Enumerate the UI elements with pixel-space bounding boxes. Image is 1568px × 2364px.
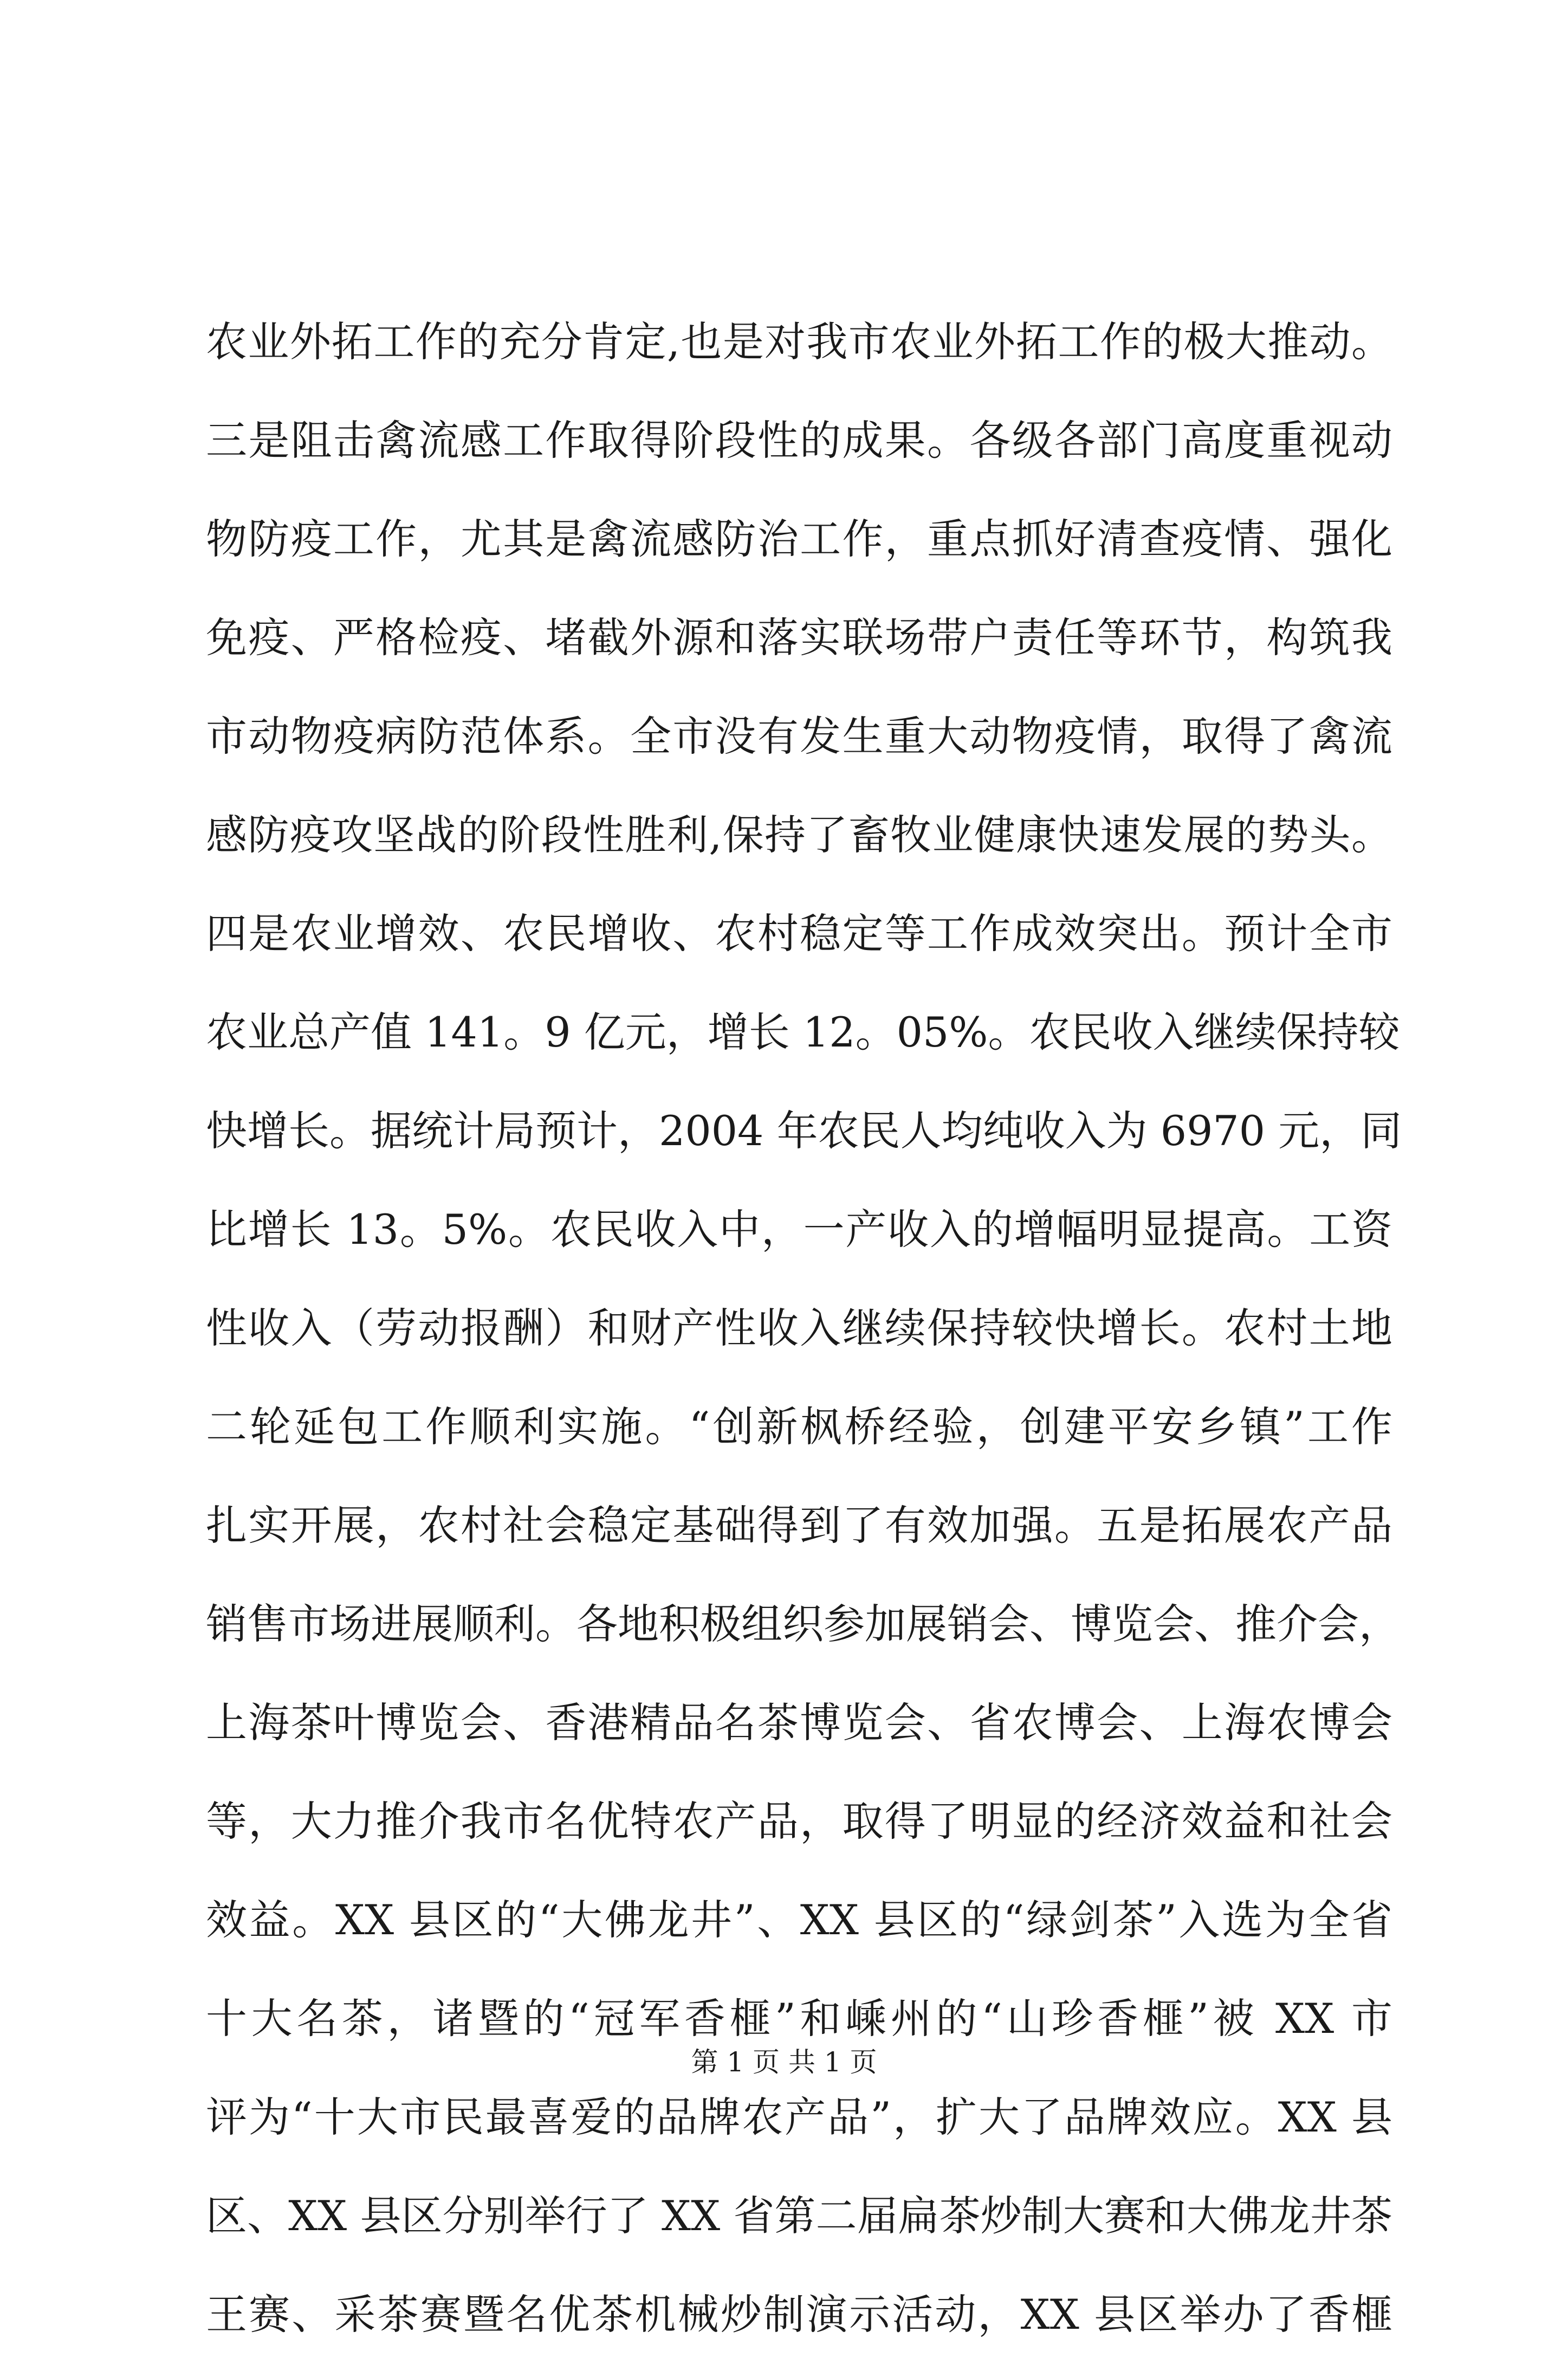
text-line: 区、XX 县区分别举行了 XX 省第二届扁茶炒制大赛和大佛龙井茶	[206, 2192, 1392, 2240]
page-footer	[0, 2040, 1568, 2079]
text-line: 市动物疫病防范体系。全市没有发生重大动物疫情，取得了禽流	[206, 712, 1392, 760]
page-number-label: 第 1 页 共 1 页	[691, 2046, 877, 2078]
text-line: 性收入（劳动报酬）和财产性收入继续保持较快增长。农村土地	[206, 1304, 1392, 1352]
text-line: 上海茶叶博览会、香港精品名茶博览会、省农博会、上海农博会	[206, 1698, 1392, 1747]
text-line: 农业外拓工作的充分肯定,也是对我市农业外拓工作的极大推动。	[206, 318, 1392, 366]
text-line: 免疫、严格检疫、堵截外源和落实联场带户责任等环节，构筑我	[206, 613, 1392, 662]
text-line: 十大名茶，诸暨的“冠军香榧”和嵊州的“山珍香榧”被 XX 市	[206, 1994, 1392, 2043]
text-line: 销售市场进展顺利。各地积极组织参加展销会、博览会、推介会，	[206, 1600, 1400, 1648]
text-line: 三是阻击禽流感工作取得阶段性的成果。各级各部门高度重视动	[206, 416, 1392, 464]
text-line: 等，大力推介我市名优特农产品，取得了明显的经济效益和社会	[206, 1797, 1392, 1845]
text-line: 比增长 13。5%。农民收入中，一产收入的增幅明显提高。工资	[206, 1205, 1392, 1254]
text-line: 快增长。据统计局预计，2004 年农民人均纯收入为 6970 元，同	[206, 1107, 1402, 1155]
text-line: 评为“十大市民最喜爱的品牌农产品”，扩大了品牌效应。XX 县	[206, 2093, 1392, 2141]
text-line: 四是农业增效、农民增收、农村稳定等工作成效突出。预计全市	[206, 909, 1392, 958]
text-line: 王赛、采茶赛暨名优茶机械炒制演示活动，XX 县区举办了香榧	[206, 2290, 1392, 2339]
text-line: 感防疫攻坚战的阶段性胜利,保持了畜牧业健康快速发展的势头。	[206, 811, 1392, 859]
text-line: 二轮延包工作顺利实施。“创新枫桥经验，创建平安乡镇”工作	[206, 1403, 1392, 1451]
text-line: 物防疫工作，尤其是禽流感防治工作，重点抓好清查疫情、强化	[206, 515, 1392, 563]
text-line: 扎实开展，农村社会稳定基础得到了有效加强。五是拓展农产品	[206, 1501, 1392, 1549]
text-line: 农业总产值 141。9 亿元，增长 12。05%。农民收入继续保持较	[206, 1008, 1400, 1056]
text-line: 效益。XX 县区的“大佛龙井”、XX 县区的“绿剑茶”入选为全省	[206, 1896, 1392, 1944]
